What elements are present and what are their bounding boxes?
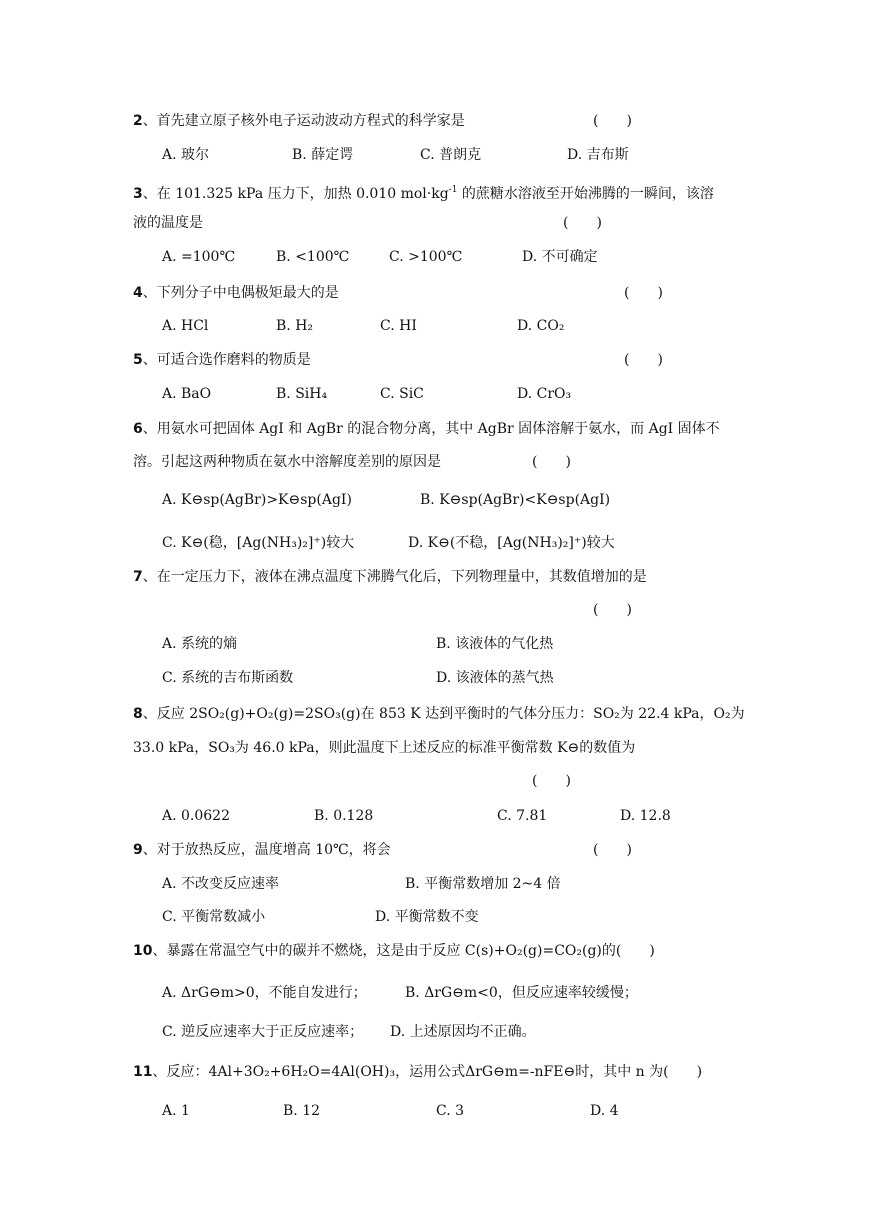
option-d: D. 12.8 [620,808,671,824]
answer-blank: ( ) [624,285,663,301]
option-b: B. K⊖sp(AgBr)<K⊖sp(AgI) [420,492,611,508]
option-d: D. 上述原因均不正确。 [390,1024,536,1040]
option-a: A. 玻尔 [162,147,210,163]
answer-blank: ( ) [593,113,632,129]
question-4-stem: 4、下列分子中电偶极矩最大的是 [133,285,339,301]
option-c: C. 3 [436,1103,465,1119]
option-a: A. 不改变反应速率 [162,876,280,892]
answer-blank: ( ) [532,454,571,470]
question-9-stem: 9、对于放热反应，温度增高 10℃，将会 [133,842,391,858]
option-a: A. 系统的熵 [162,636,238,652]
option-b: B. SiH₄ [276,386,328,402]
option-b: B. 0.128 [314,808,374,824]
option-c: C. K⊖(稳，[Ag(NH₃)₂]⁺)较大 [162,535,355,551]
option-d: D. CO₂ [517,318,565,334]
option-a: A. K⊖sp(AgBr)>K⊖sp(AgI) [162,492,352,508]
option-c: C. HI [380,318,417,334]
option-a: A. HCl [162,318,209,334]
option-d: D. 该液体的蒸气热 [436,670,554,686]
answer-blank: ( ) [593,842,632,858]
option-a: A. 1 [162,1103,190,1119]
option-a: A. BaO [162,386,212,402]
answer-blank: ( ) [593,602,632,618]
option-d: D. 4 [590,1103,619,1119]
option-c: C. 7.81 [497,808,548,824]
question-5-stem: 5、可适合选作磨料的物质是 [133,352,311,368]
question-11-stem: 11、反应：4Al+3O₂+6H₂O=4Al(OH)₃，运用公式ΔrG⊖m=-nFE⊖时，其中 n 为( ) [133,1064,703,1080]
question-8-stem: 8、反应 2SO₂(g)+O₂(g)=2SO₃(g)在 853 K 达到平衡时的气体分压力：SO₂为 22.4 kPa，O₂为 [133,706,745,722]
option-d: D. 不可确定 [522,249,598,265]
option-a: A. ΔrG⊖m>0，不能自发进行； [162,985,367,1001]
option-a: A. 0.0622 [162,808,230,824]
option-c: C. 系统的吉布斯函数 [162,670,294,686]
option-b: B. 薛定谔 [292,147,354,163]
question-6-stem-cont: 溶。引起这两种物质在氨水中溶解度差别的原因是 [133,454,441,470]
option-d: D. 吉布斯 [567,147,629,163]
answer-blank: ( ) [563,215,602,231]
question-2-stem: 2、首先建立原子核外电子运动波动方程式的科学家是 [133,113,465,129]
option-b: B. 12 [283,1103,321,1119]
option-b: B. 该液体的气化热 [436,636,554,652]
option-b: B. <100℃ [276,249,350,265]
option-b: B. ΔrG⊖m<0，但反应速率较缓慢； [405,985,638,1001]
question-8-stem-cont: 33.0 kPa，SO₃为 46.0 kPa，则此温度下上述反应的标准平衡常数 K⊖的数值为 [133,740,636,756]
option-c: C. 普朗克 [420,147,482,163]
option-d: D. CrO₃ [517,386,572,402]
option-b: B. H₂ [276,318,314,334]
question-7-stem: 7、在一定压力下，液体在沸点温度下沸腾气化后，下列物理量中，其数值增加的是 [133,569,647,585]
question-10-stem: 10、暴露在常温空气中的碳并不燃烧，这是由于反应 C(s)+O₂(g)=CO₂(g)的( ) [133,943,655,959]
option-b: B. 平衡常数增加 2~4 倍 [405,876,561,892]
option-d: D. K⊖(不稳，[Ag(NH₃)₂]⁺)较大 [408,535,615,551]
question-3-stem-cont: 液的温度是 [133,215,203,231]
answer-blank: ( ) [624,352,663,368]
question-3-stem: 3、在 101.325 kPa 压力下，加热 0.010 $mol\cdot kg^{-1}$ 的蔗糖水溶液至开始沸腾的一瞬间，该溶 [133,185,714,202]
option-d: D. 平衡常数不变 [375,909,479,925]
option-c: C. SiC [380,386,424,402]
question-6-stem: 6、用氨水可把固体 AgI 和 AgBr 的混合物分离，其中 AgBr 固体溶解于氨水，而 AgI 固体不 [133,421,720,437]
option-c: C. 平衡常数减小 [162,909,266,925]
option-c: C. 逆反应速率大于正反应速率； [162,1024,364,1040]
option-c: C. >100℃ [389,249,463,265]
option-a: A. =100℃ [162,249,236,265]
answer-blank: ( ) [532,773,571,789]
